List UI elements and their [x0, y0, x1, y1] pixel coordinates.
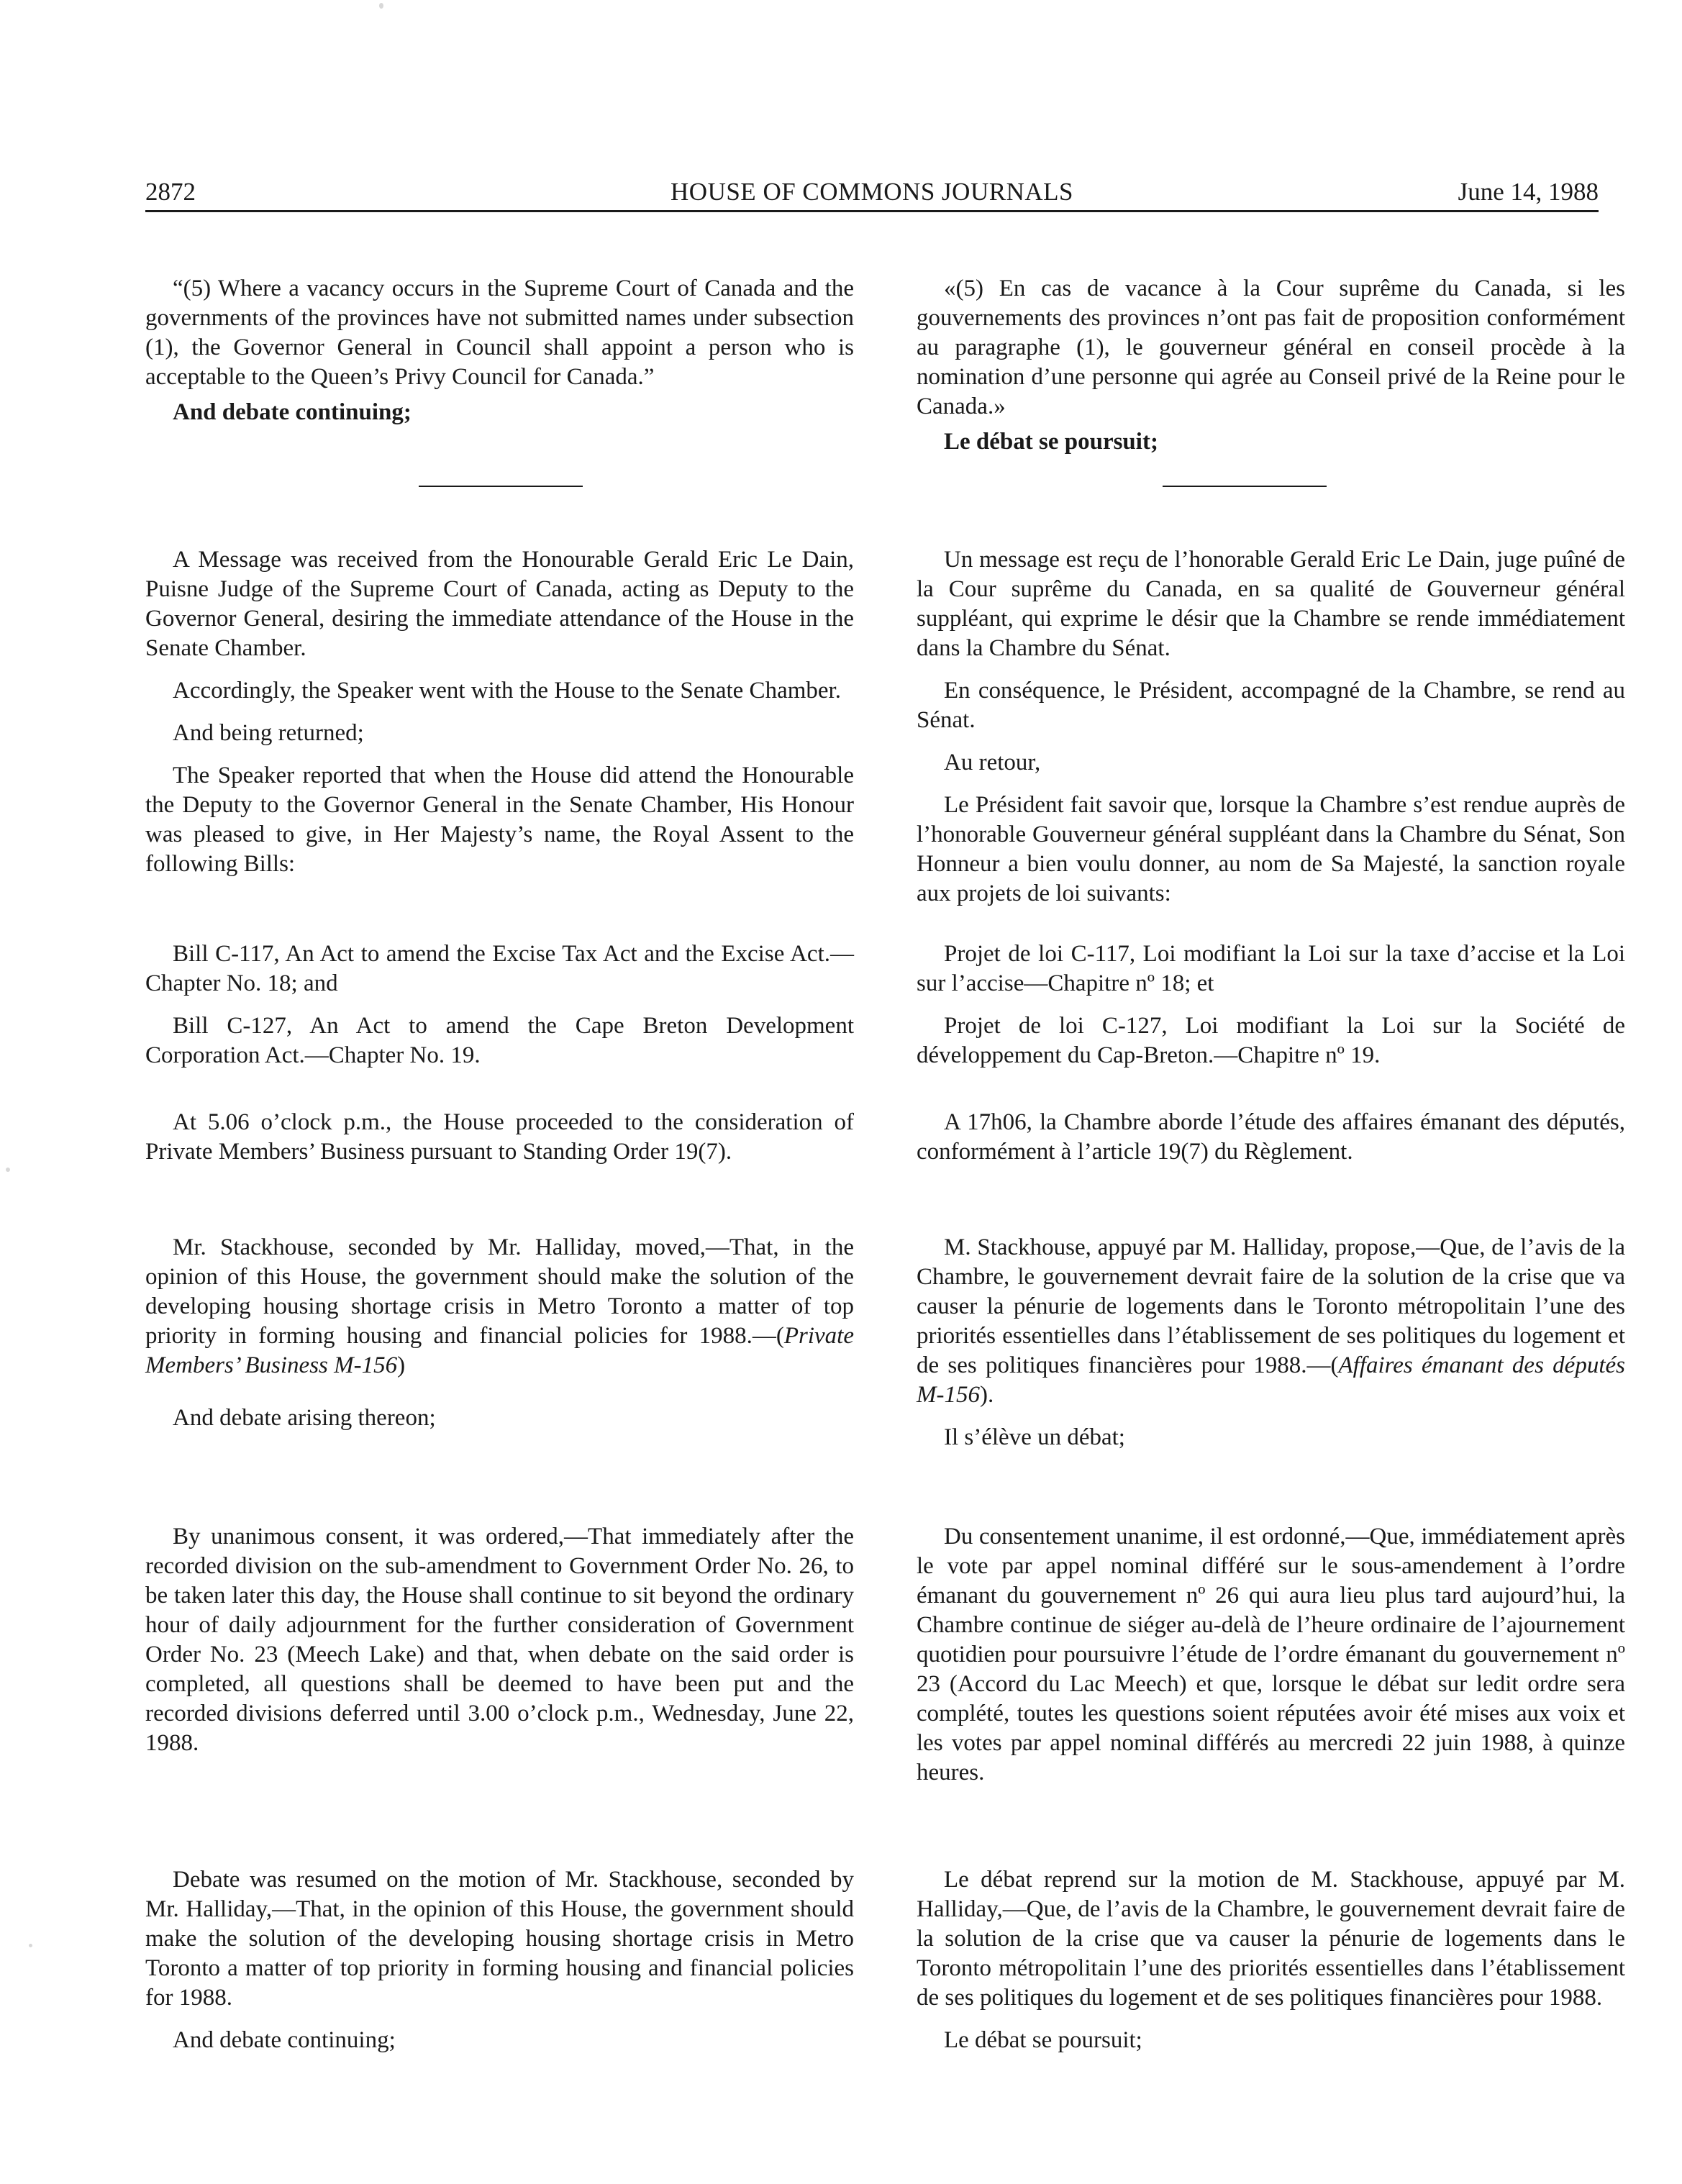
- en-motion-text: Mr. Stackhouse, seconded by Mr. Halliday, moved,—That, in the opinion of this House, the government should make the solution of the developing housing shortage crisis in Metro Toronto a matter of top priority in forming housing and financial policies for 1988.—(Private Members’ Business M-156): [145, 1234, 854, 1378]
- en-debate-resumed-text: Debate was resumed on the motion of Mr. Stackhouse, seconded by Mr. Halliday,—That, in the opinion of this House, the government should make the solution of the developing housing shortage crisis in Metro Toronto a matter of top priority in forming housing and financial policies for 1988.: [145, 1867, 854, 2011]
- fr-consentement-text: Du consentement unanime, il est ordonné,—Que, immédiatement après le vote par appel nominal différé sur le sous-amendement à l’ordre émanant du gouvernement nº 26 qui aura lieu plus tard aujourd’hui, la Chambre continue de siéger au-delà de l’heure ordinaire de l’ajournement quotidien pour poursuivre l’étude de l’ordre émanant du gouvernement nº 23 (Accord du Lac Meech) et que, lorsque le débat sur ledit ordre sera complété, toutes les questions soient réputées avoir été mises aux voix et les votes par appel nominal différés au mercredi 22 juin 1988, à quinze heures.: [917, 1524, 1625, 1785]
- fr-block-affaires-deputes: [917, 1108, 1625, 1167]
- en-final-debate-continuing: And debate continuing;: [173, 2027, 396, 2053]
- fr-block-debat-reprend: [917, 1865, 1625, 2055]
- en-bill-c117: Bill C-117, An Act to amend the Excise Tax Act and the Excise Act.—Chapter No. 18; and: [145, 941, 854, 996]
- fr-block-projets: [917, 939, 1625, 1070]
- en-bill-c127: Bill C-127, An Act to amend the Cape Breton Development Corporation Act.—Chapter No. 19.: [145, 1013, 854, 1068]
- page-number: 2872: [145, 178, 196, 206]
- scan-mark-dot: [29, 1944, 32, 1947]
- en-block-private-members: [145, 1108, 854, 1167]
- en-section-divider: [419, 486, 583, 487]
- en-debate-continuing: And debate continuing;: [173, 399, 412, 425]
- en-block-bills: [145, 939, 854, 1070]
- fr-projet-c127: Projet de loi C-127, Loi modifiant la Loi sur la Société de développement du Cap-Breton.—Chapitre nº 19.: [917, 1013, 1625, 1068]
- fr-au-retour: Au retour,: [944, 750, 1041, 775]
- en-private-members-business: At 5.06 o’clock p.m., the House proceeded to the consideration of Private Members’ Business pursuant to Standing Order 19(7).: [145, 1109, 854, 1165]
- fr-sanction-royale: Le Président fait savoir que, lorsque la Chambre s’est rendue auprès de l’honorable Gouverneur général suppléant dans la Chambre du Sénat, Son Honneur a bien voulu donner, au nom de Sa Majesté, la sanction royale aux projets de loi suivants:: [917, 792, 1625, 906]
- fr-debat-reprend-text: Le débat reprend sur la motion de M. Stackhouse, appuyé par M. Halliday,—Que, de l’avis de la Chambre, le gouvernement devrait faire de la solution de la crise que va causer la pénurie de logements dans le Toronto métropolitain l’une des priorités essentielles dans l’établissement de ses politiques du logement et de ses politiques financières pour 1988.: [917, 1867, 1625, 2011]
- scan-mark-dot: [379, 3, 383, 9]
- journal-title: HOUSE OF COMMONS JOURNALS: [670, 178, 1073, 206]
- en-subsection-5-text: “(5) Where a vacancy occurs in the Supreme Court of Canada and the governments of the provinces have not submitted names under subsection (1), the Governor General in Council shall appoint a person who is acceptable to the Queen’s Privy Council for Canada.”: [145, 276, 854, 390]
- en-block-motion: [145, 1233, 854, 1433]
- fr-section-divider: [1163, 486, 1327, 487]
- en-message-text: A Message was received from the Honourable Gerald Eric Le Dain, Puisne Judge of the Supreme Court of Canada, acting as Deputy to the Governor General, desiring the immediate attendance of the House in the Senate Chamber.: [145, 547, 854, 661]
- fr-motion-text: M. Stackhouse, appuyé par M. Halliday, propose,—Que, de l’avis de la Chambre, le gouvernement devrait faire de la solution de la crise que va causer la pénurie de logements dans le Toronto métropolitain l’une des priorités essentielles dans l’établissement de ses politiques du logement et de ses politiques financières pour 1988.—(Affaires émanant des députés M-156).: [917, 1234, 1625, 1408]
- fr-affaires-deputes: A 17h06, la Chambre aborde l’étude des affaires émanant des députés, conformément à l’article 19(7) du Règlement.: [917, 1109, 1625, 1165]
- fr-final-debat-se-poursuit: Le débat se poursuit;: [944, 2027, 1142, 2053]
- fr-block-subsection-5: [917, 274, 1625, 457]
- fr-debat-se-poursuit: Le débat se poursuit;: [944, 429, 1158, 455]
- en-block-debate-resumed: [145, 1865, 854, 2055]
- journal-date: June 14, 1988: [1458, 178, 1599, 206]
- fr-president-se-rend: En conséquence, le Président, accompagné de la Chambre, se rend au Sénat.: [917, 678, 1625, 733]
- fr-block-consentement: [917, 1522, 1625, 1788]
- fr-message-text: Un message est reçu de l’honorable Gerald Eric Le Dain, juge puîné de la Cour suprême du Canada, en sa qualité de Gouverneur général suppléant, qui exprime le désir que la Chambre se rende immédiatement dans la Chambre du Sénat.: [917, 547, 1625, 661]
- en-block-unanimous-consent: [145, 1522, 854, 1758]
- en-block-subsection-5: [145, 274, 854, 427]
- fr-projet-c117: Projet de loi C-117, Loi modifiant la Loi sur la taxe d’accise et la Loi sur l’accise—Chapitre nº 18; et: [917, 941, 1625, 996]
- fr-subsection-5-text: «(5) En cas de vacance à la Cour suprême du Canada, si les gouvernements des provinces n’ont pas fait de proposition conformément au paragraphe (1), le gouverneur général en conseil procède à la nomination d’une personne qui agrée au Conseil privé de la Reine pour le Canada.»: [917, 276, 1625, 419]
- en-royal-assent-report: The Speaker reported that when the House did attend the Honourable the Deputy to the Governor General in the Senate Chamber, His Honour was pleased to give, in Her Majesty’s name, the Royal Assent to the following Bills:: [145, 763, 854, 877]
- running-header: [145, 174, 1599, 212]
- en-block-message: [145, 545, 854, 879]
- scan-mark-dot: [6, 1168, 10, 1172]
- fr-debat-s-eleve: Il s’élève un débat;: [944, 1424, 1125, 1450]
- en-speaker-went: Accordingly, the Speaker went with the House to the Senate Chamber.: [173, 678, 841, 704]
- en-being-returned: And being returned;: [173, 720, 364, 746]
- en-debate-arising: And debate arising thereon;: [173, 1405, 436, 1431]
- en-unanimous-consent-text: By unanimous consent, it was ordered,—That immediately after the recorded division on the sub-amendment to Government Order No. 26, to be taken later this day, the House shall continue to sit beyond the ordinary hour of daily adjournment for the further consideration of Government Order No. 23 (Meech Lake) and that, when debate on the said order is completed, all questions shall be deemed to have been put and the recorded divisions deferred until 3.00 o’clock p.m., Wednesday, June 22, 1988.: [145, 1524, 854, 1756]
- fr-block-message: [917, 545, 1625, 909]
- fr-block-motion: [917, 1233, 1625, 1452]
